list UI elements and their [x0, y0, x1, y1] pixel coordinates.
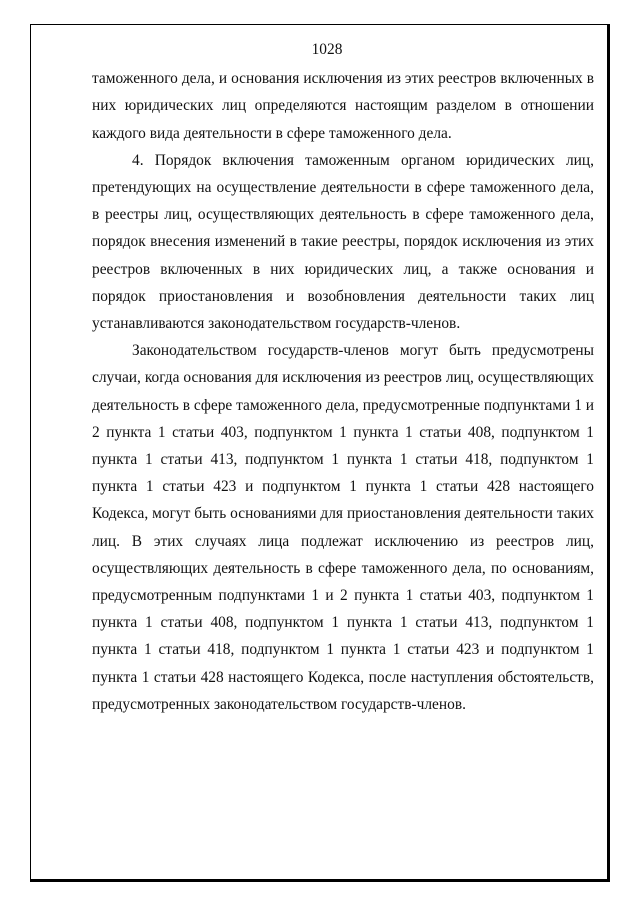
- document-body: [92, 36, 594, 718]
- paragraph-3: Законодательством государств-членов могут быть предусмотрены случаи, когда основания для исключения из реестров лиц, осуществляющих деятельность в сфере таможенного дела, предусмотренные подпунктами 1 и 2 пункта 1 статьи 403, подпунктом 1 пункта 1 статьи 408, подпунктом 1 пункта 1 статьи 413, подпунктом 1 пункта 1 статьи 418, подпунктом 1 пункта 1 статьи 423 и подпунктом 1 пункта 1 статьи 428 настоящего Кодекса, могут быть основаниями для приостановления деятельности таких лиц. В этих случаях лица подлежат исключению из реестров лиц, осуществляющих деятельность в сфере таможенного дела, по основаниям, предусмотренным подпунктами 1 и 2 пункта 1 статьи 403, подпунктом 1 пункта 1 статьи 408, подпунктом 1 пункта 1 статьи 413, подпунктом 1 пункта 1 статьи 418, подпунктом 1 пункта 1 статьи 423 и подпунктом 1 пункта 1 статьи 428 настоящего Кодекса, после наступления обстоятельств, предусмотренных законодательством государств-членов.: [92, 342, 594, 713]
- page-number: 1028: [311, 41, 343, 58]
- paragraph-2: 4. Порядок включения таможенным органом юридических лиц, претендующих на осуществление деятельности в сфере таможенного дела, в реестры лиц, осуществляющих деятельность в сфере таможенного дела, порядок внесения изменений в такие реестры, порядок исключения из этих реестров включенных в них юридических лиц, а также основания и порядок приостановления и возобновления деятельности таких лиц устанавливаются законодательством государств-членов.: [92, 151, 594, 333]
- paragraph-1: таможенного дела, и основания исключения из этих реестров включенных в них юридических лиц определяются настоящим разделом в отношении каждого вида деятельности в сфере таможенного дела.: [92, 70, 594, 142]
